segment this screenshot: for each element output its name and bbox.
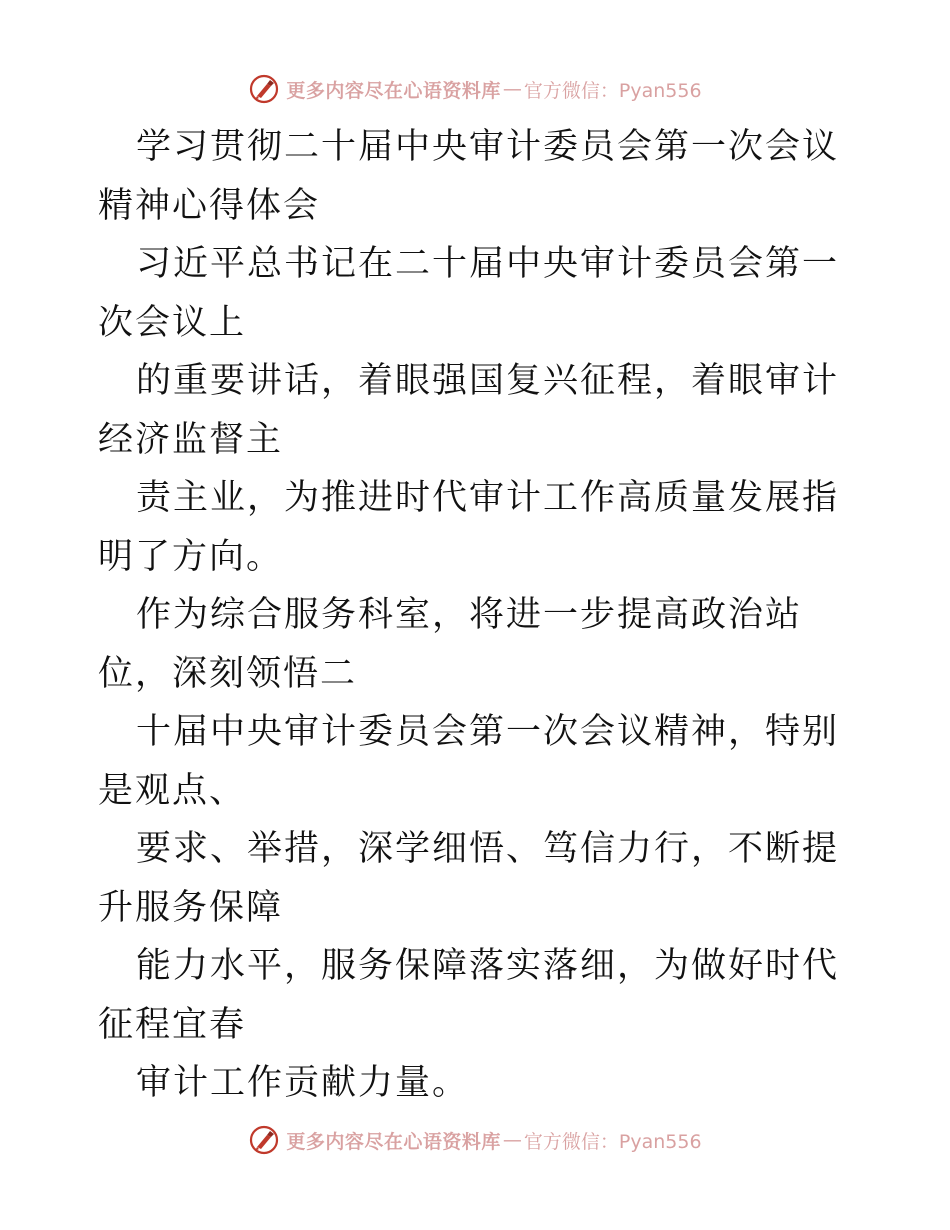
header-watermark	[0, 71, 950, 107]
paragraph: 责主业，为推进时代审计工作高质量发展指明了方向。	[98, 478, 840, 577]
paragraph: 学习贯彻二十届中央审计委员会第一次会议精神心得体会	[98, 127, 840, 226]
pen-logo-icon	[248, 73, 280, 105]
paragraph: 习近平总书记在二十届中央审计委员会第一次会议上	[98, 244, 840, 343]
paragraph: 作为综合服务科室，将进一步提高政治站位，深刻领悟二	[98, 595, 803, 694]
paragraph: 的重要讲话，着眼强国复兴征程，着眼审计经济监督主	[98, 361, 840, 460]
watermark-wechat-text: 官方微信：Pyan556	[523, 1130, 702, 1153]
watermark-main-text: 更多内容尽在心语资料库	[286, 79, 501, 102]
paragraph: 审计工作贡献力量。	[136, 1063, 470, 1103]
watermark-dash: —	[502, 78, 522, 100]
watermark-wechat-text: 官方微信：Pyan556	[523, 79, 702, 102]
paragraph: 能力水平，服务保障落实落细，为做好时代征程宜春	[98, 946, 840, 1045]
pen-logo-icon	[248, 1124, 280, 1156]
document-body	[98, 118, 858, 1113]
watermark-dash: —	[502, 1129, 522, 1151]
footer-watermark	[0, 1122, 950, 1158]
paragraph: 十届中央审计委员会第一次会议精神，特别是观点、	[98, 712, 840, 811]
paragraph: 要求、举措，深学细悟、笃信力行，不断提升服务保障	[98, 829, 840, 928]
watermark-main-text: 更多内容尽在心语资料库	[286, 1130, 501, 1153]
